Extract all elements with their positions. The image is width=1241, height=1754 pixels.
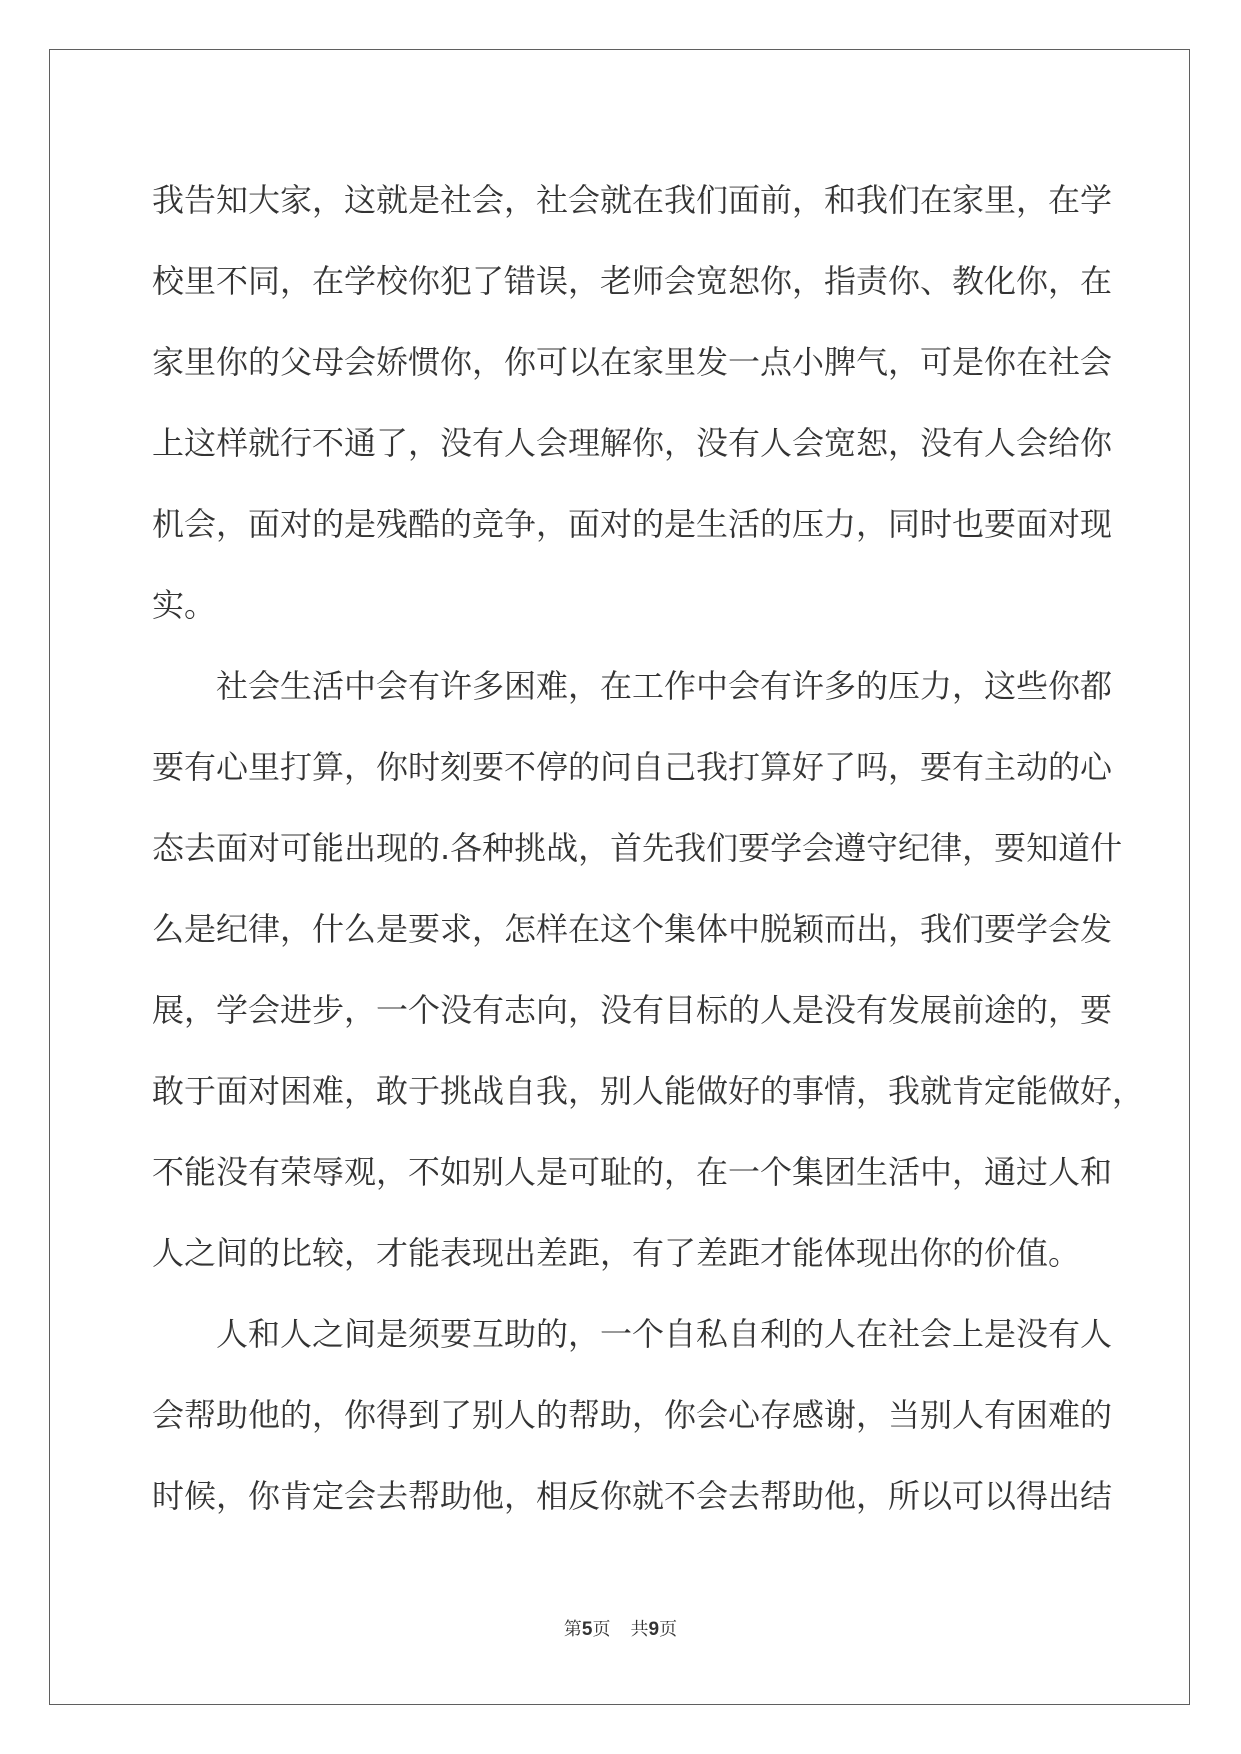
paragraph-1: [152, 160, 1113, 646]
text-line: 我告知大家，这就是社会，社会就在我们面前，和我们在家里，在学: [152, 181, 1113, 219]
text-line: 展，学会进步，一个没有志向，没有目标的人是没有发展前途的，要: [152, 991, 1113, 1029]
text-line: 要有心里打算，你时刻要不停的问自己我打算好了吗，要有主动的心: [152, 748, 1113, 786]
paragraph-3: [152, 1294, 1113, 1537]
page-suffix: 页: [592, 1619, 611, 1640]
text-line: 上这样就行不通了，没有人会理解你，没有人会宽恕，没有人会给你: [152, 424, 1113, 462]
text-line: 人之间的比较，才能表现出差距，有了差距才能体现出你的价值。: [152, 1234, 1081, 1272]
text-line: 态去面对可能出现的.各种挑战，首先我们要学会遵守纪律，要知道什: [152, 829, 1123, 867]
page-prefix: 第: [563, 1619, 582, 1640]
text-line: 会帮助他的，你得到了别人的帮助，你会心存感谢，当别人有困难的: [152, 1396, 1113, 1434]
text-line: 机会，面对的是残酷的竞争，面对的是生活的压力，同时也要面对现: [152, 505, 1113, 543]
text-line: 敢于面对困难，敢于挑战自我，别人能做好的事情，我就肯定能做好，: [152, 1072, 1145, 1110]
text-line: 社会生活中会有许多困难，在工作中会有许多的压力，这些你都: [216, 667, 1113, 705]
text-line: 家里你的父母会娇惯你，你可以在家里发一点小脾气，可是你在社会: [152, 343, 1113, 381]
total-suffix: 页: [659, 1619, 678, 1640]
text-line: 时候，你肯定会去帮助他，相反你就不会去帮助他，所以可以得出结: [152, 1477, 1113, 1515]
paragraph-2: [152, 646, 1145, 1294]
text-line: 么是纪律，什么是要求，怎样在这个集体中脱颖而出，我们要学会发: [152, 910, 1113, 948]
document-body: [152, 160, 1145, 1537]
page-footer: [0, 1618, 1241, 1642]
total-pages: 9: [648, 1619, 660, 1640]
total-prefix: 共: [630, 1619, 649, 1640]
text-line: 人和人之间是须要互助的，一个自私自利的人在社会上是没有人: [216, 1315, 1113, 1353]
page-number: 5: [581, 1619, 593, 1640]
text-line: 校里不同，在学校你犯了错误，老师会宽恕你，指责你、教化你，在: [152, 262, 1113, 300]
text-line: 不能没有荣辱观，不如别人是可耻的，在一个集团生活中，通过人和: [152, 1153, 1113, 1191]
text-line: 实。: [152, 586, 217, 624]
